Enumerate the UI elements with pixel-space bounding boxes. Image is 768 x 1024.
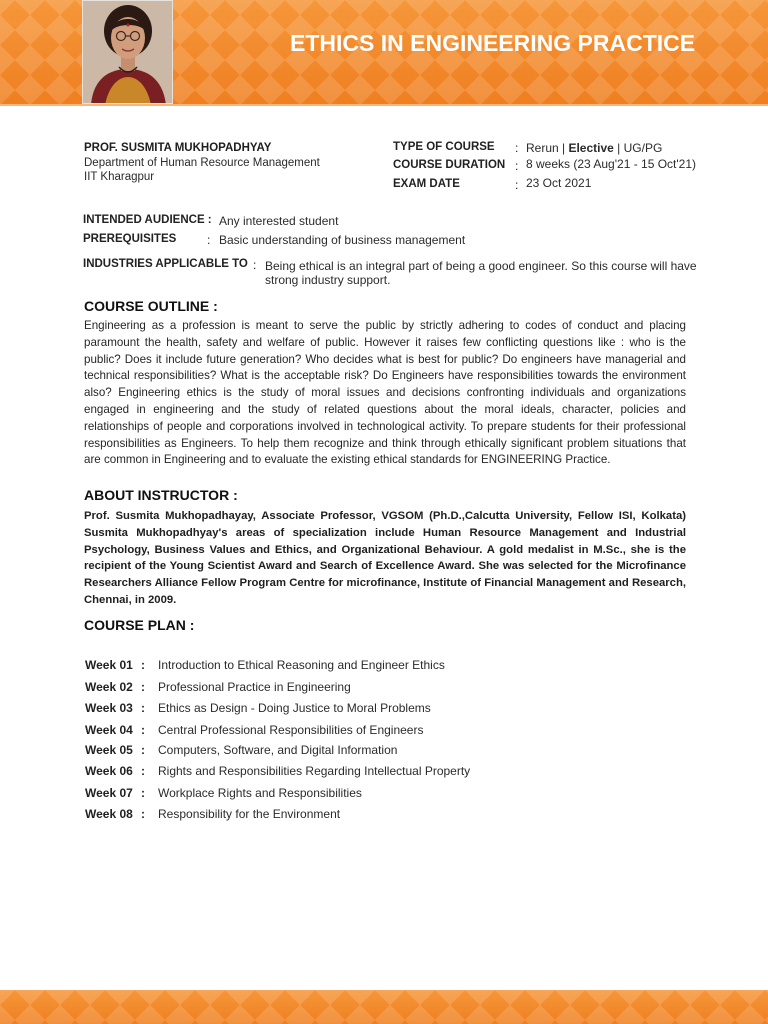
instructor-photo (82, 0, 173, 104)
instructor-institute: IIT Kharagpur (84, 171, 155, 183)
plan-topic: Ethics as Design - Doing Justice to Moral Problems (158, 701, 431, 715)
plan-colon: : (141, 764, 145, 778)
plan-topic: Computers, Software, and Digital Information (158, 743, 398, 757)
plan-colon: : (141, 658, 145, 672)
course-plan-heading: COURSE PLAN : (84, 617, 195, 633)
plan-topic: Professional Practice in Engineering (158, 680, 351, 694)
prerequisites-value: Basic understanding of business management (219, 233, 466, 247)
industries-value-line1: Being ethical is an integral part of being a good engineer. So this course will have (265, 259, 697, 273)
plan-week-label: Week 03 (85, 701, 133, 715)
plan-topic: Introduction to Ethical Reasoning and Engineer Ethics (158, 658, 445, 672)
type-of-course-value (526, 141, 662, 155)
plan-week-label: Week 08 (85, 807, 133, 821)
prerequisites-label: PREREQUISITES (83, 233, 177, 245)
about-instructor-heading: ABOUT INSTRUCTOR : (84, 487, 238, 503)
course-duration-value: 8 weeks (23 Aug'21 - 15 Oct'21) (526, 157, 697, 171)
exam-date-label: EXAM DATE (393, 178, 460, 190)
about-instructor-text: Prof. Susmita Mukhopadhayay, Associate Professor, VGSOM (Ph.D.,Calcutta University, Fellow ISI, Kolkata) Susmita Mukhopadhyay's areas of specialization include Human Resource Management and Industrial Psychology, Business Values and Ethics, and Organizational Behaviour. A gold medalist in M.Sc., she is the recipient of the Young Scientist Award and Search of Excellence Award. She was selected for the Microfinance Researchers Alliance Fellow Program Centre for microfinance, Institute of Financial Management and Research, Chennai, in 2009. (84, 510, 686, 606)
type-of-course-label: TYPE OF COURSE (393, 141, 495, 153)
plan-topic: Rights and Responsibilities Regarding Intellectual Property (158, 764, 471, 778)
plan-week-label: Week 02 (85, 680, 133, 694)
instructor-department: Department of Human Resource Management (84, 157, 320, 169)
plan-week-label: Week 06 (85, 764, 133, 778)
plan-week-label: Week 07 (85, 786, 133, 800)
industries-value-line2: strong industry support. (265, 273, 391, 287)
plan-topic: Workplace Rights and Responsibilities (158, 786, 362, 800)
type-elective: Elective (568, 141, 614, 155)
course-outline-heading: COURSE OUTLINE : (84, 298, 218, 314)
intended-audience-label: INTENDED AUDIENCE : (83, 214, 212, 226)
type-of-course-colon: : (515, 141, 519, 155)
industries-colon: : (253, 258, 257, 272)
prerequisites-colon: : (207, 233, 211, 247)
plan-colon: : (141, 807, 145, 821)
exam-date-value: 23 Oct 2021 (526, 176, 592, 190)
type-level: | UG/PG (613, 141, 663, 155)
plan-week-label: Week 04 (85, 723, 133, 737)
course-duration-colon: : (515, 159, 519, 173)
plan-colon: : (141, 786, 145, 800)
plan-colon: : (141, 680, 145, 694)
plan-week-label: Week 01 (85, 658, 133, 672)
header-divider (0, 104, 768, 106)
instructor-name: PROF. SUSMITA MUKHOPADHYAY (84, 142, 272, 154)
intended-audience-value: Any interested student (219, 214, 339, 228)
course-outline-text: Engineering as a profession is meant to serve the public by strictly adhering to codes of conduct and placing paramount the health, safety and welfare of public. However it raises few conflicting questions like : who is the public? Does it include future generation? Who decides what is best for public? Do engineers have managerial and technical responsibilities? What is the acceptable risk? Do Engineers have responsibilities towards the environment also? Engineering ethics is the study of moral issues and decisions confronting individuals and organizations engaged in engineering and the study of related questions about the moral ideals, character, policies and relationships of people and corporations involved in technological activity. To prepare students for their professional responsibilities as Engineers. To help them recognize and think through ethically significant problem situations that are common in Engineering and to evaluate the existing ethical standards for ENGINEERING Practice. (84, 319, 686, 467)
plan-colon: : (141, 743, 145, 757)
plan-colon: : (141, 723, 145, 737)
plan-topic: Responsibility for the Environment (158, 807, 341, 821)
plan-topic: Central Professional Responsibilities of Engineers (158, 723, 424, 737)
course-duration-label: COURSE DURATION (393, 159, 506, 171)
plan-week-label: Week 05 (85, 743, 133, 757)
type-rerun: Rerun | (526, 141, 569, 155)
industries-label: INDUSTRIES APPLICABLE TO (83, 258, 248, 270)
exam-date-colon: : (515, 178, 519, 192)
portrait-illustration (83, 1, 173, 104)
footer-banner (0, 990, 768, 1024)
plan-colon: : (141, 701, 145, 715)
course-title: ETHICS IN ENGINEERING PRACTICE (290, 30, 696, 56)
